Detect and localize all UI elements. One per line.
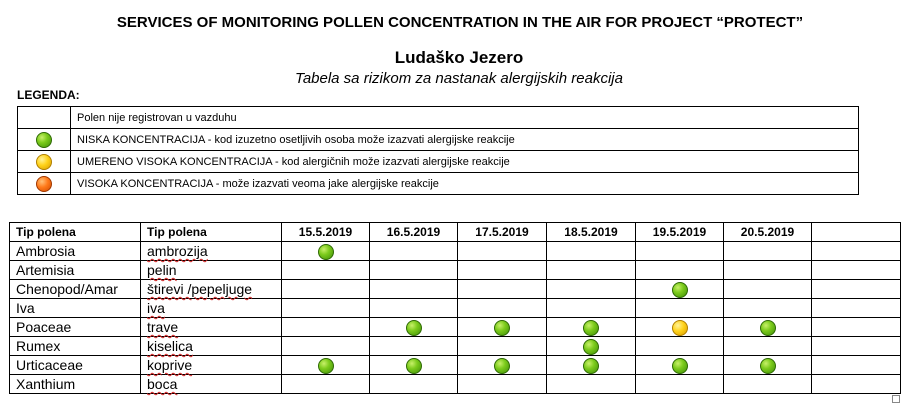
concentration-cell bbox=[724, 356, 812, 375]
green-dot-icon bbox=[583, 358, 599, 374]
concentration-cell bbox=[282, 299, 370, 318]
pollen-table bbox=[9, 222, 901, 394]
concentration-cell bbox=[636, 280, 724, 299]
concentration-cell bbox=[458, 261, 547, 280]
concentration-cell bbox=[370, 356, 458, 375]
pollen-local-name: pelin bbox=[141, 261, 282, 280]
concentration-cell bbox=[636, 337, 724, 356]
page-title: SERVICES OF MONITORING POLLEN CONCENTRATION IN THE AIR FOR PROJECT “PROTECT” bbox=[116, 14, 804, 31]
legend-table bbox=[17, 106, 859, 195]
pollen-latin-name: Chenopod/Amar bbox=[10, 280, 141, 299]
legend-label: VISOKA KONCENTRACIJA - može izazvati veoma jake alergijske reakcije bbox=[71, 173, 859, 195]
concentration-cell bbox=[812, 375, 901, 394]
table-row bbox=[10, 337, 901, 356]
concentration-cell bbox=[724, 280, 812, 299]
concentration-cell bbox=[636, 318, 724, 337]
green-dot-icon bbox=[406, 320, 422, 336]
concentration-cell bbox=[282, 356, 370, 375]
concentration-cell bbox=[812, 242, 901, 261]
legend-row-none bbox=[18, 107, 859, 129]
legend-label: Polen nije registrovan u vazduhu bbox=[71, 107, 859, 129]
concentration-cell bbox=[282, 280, 370, 299]
pollen-local-name: ambrozija bbox=[141, 242, 282, 261]
table-row bbox=[10, 299, 901, 318]
green-dot-icon bbox=[583, 339, 599, 355]
green-dot-icon bbox=[494, 320, 510, 336]
pollen-local-name: koprive bbox=[141, 356, 282, 375]
concentration-cell bbox=[458, 242, 547, 261]
concentration-cell bbox=[812, 318, 901, 337]
pollen-latin-name: Xanthium bbox=[10, 375, 141, 394]
concentration-cell bbox=[812, 356, 901, 375]
concentration-cell bbox=[458, 356, 547, 375]
concentration-cell bbox=[282, 242, 370, 261]
pollen-local-name: iva bbox=[141, 299, 282, 318]
pollen-local-name: boca bbox=[141, 375, 282, 394]
location-title: Ludaško Jezero bbox=[394, 48, 524, 67]
concentration-cell bbox=[636, 356, 724, 375]
concentration-cell bbox=[370, 318, 458, 337]
concentration-cell bbox=[370, 299, 458, 318]
green-dot-icon bbox=[672, 282, 688, 298]
green-dot-icon bbox=[583, 320, 599, 336]
concentration-cell bbox=[636, 242, 724, 261]
table-row bbox=[10, 375, 901, 394]
column-header-date: 17.5.2019 bbox=[458, 223, 547, 242]
column-header-date bbox=[812, 223, 901, 242]
concentration-cell bbox=[458, 318, 547, 337]
column-header-pollen-type: Tip polena bbox=[10, 223, 141, 242]
concentration-cell bbox=[724, 337, 812, 356]
legend-label: NISKA KONCENTRACIJA - kod izuzetno osetljivih osoba može izazvati alergijske reakcije bbox=[71, 129, 859, 151]
green-dot-icon bbox=[406, 358, 422, 374]
concentration-cell bbox=[370, 375, 458, 394]
pollen-latin-name: Rumex bbox=[10, 337, 141, 356]
legend-row-high bbox=[18, 173, 859, 195]
table-row bbox=[10, 356, 901, 375]
concentration-cell bbox=[458, 280, 547, 299]
pollen-latin-name: Artemisia bbox=[10, 261, 141, 280]
pollen-latin-name: Iva bbox=[10, 299, 141, 318]
concentration-cell bbox=[547, 280, 636, 299]
concentration-cell bbox=[282, 318, 370, 337]
legend-row-moderate bbox=[18, 151, 859, 173]
legend-icon-cell bbox=[18, 151, 71, 173]
table-row bbox=[10, 318, 901, 337]
concentration-cell bbox=[547, 318, 636, 337]
legend-label: UMERENO VISOKA KONCENTRACIJA - kod alergičnih može izazvati alergijske reakcije bbox=[71, 151, 859, 173]
legend-title: LEGENDA: bbox=[17, 88, 80, 102]
concentration-cell bbox=[812, 337, 901, 356]
pollen-local-name: štirevi /pepeljuge bbox=[141, 280, 282, 299]
concentration-cell bbox=[812, 280, 901, 299]
table-row bbox=[10, 242, 901, 261]
green-dot-icon bbox=[318, 244, 334, 260]
green-dot-icon bbox=[672, 358, 688, 374]
concentration-cell bbox=[547, 242, 636, 261]
concentration-cell bbox=[282, 261, 370, 280]
green-dot-icon bbox=[36, 132, 52, 148]
concentration-cell bbox=[636, 261, 724, 280]
green-dot-icon bbox=[318, 358, 334, 374]
column-header-date: 15.5.2019 bbox=[282, 223, 370, 242]
column-header-date: 18.5.2019 bbox=[547, 223, 636, 242]
concentration-cell bbox=[547, 356, 636, 375]
concentration-cell bbox=[547, 261, 636, 280]
pollen-latin-name: Ambrosia bbox=[10, 242, 141, 261]
concentration-cell bbox=[458, 299, 547, 318]
column-header-date: 19.5.2019 bbox=[636, 223, 724, 242]
table-header-row bbox=[10, 223, 901, 242]
legend-row-low bbox=[18, 129, 859, 151]
legend-icon-cell bbox=[18, 129, 71, 151]
concentration-cell bbox=[547, 299, 636, 318]
green-dot-icon bbox=[760, 358, 776, 374]
yellow-dot-icon bbox=[672, 320, 688, 336]
concentration-cell bbox=[724, 261, 812, 280]
concentration-cell bbox=[547, 375, 636, 394]
concentration-cell bbox=[812, 261, 901, 280]
legend-icon-cell bbox=[18, 173, 71, 195]
table-row bbox=[10, 261, 901, 280]
green-dot-icon bbox=[760, 320, 776, 336]
concentration-cell bbox=[458, 337, 547, 356]
pollen-latin-name: Poaceae bbox=[10, 318, 141, 337]
concentration-cell bbox=[636, 299, 724, 318]
page-subtitle: Tabela sa rizikom za nastanak alergijskih reakcija bbox=[295, 70, 623, 87]
concentration-cell bbox=[370, 337, 458, 356]
table-body bbox=[10, 242, 901, 394]
column-header-pollen-type: Tip polena bbox=[141, 223, 282, 242]
concentration-cell bbox=[370, 261, 458, 280]
concentration-cell bbox=[370, 280, 458, 299]
pollen-latin-name: Urticaceae bbox=[10, 356, 141, 375]
column-header-date: 20.5.2019 bbox=[724, 223, 812, 242]
concentration-cell bbox=[636, 375, 724, 394]
concentration-cell bbox=[370, 242, 458, 261]
legend-icon-cell bbox=[18, 107, 71, 129]
concentration-cell bbox=[724, 318, 812, 337]
concentration-cell bbox=[547, 337, 636, 356]
concentration-cell bbox=[458, 375, 547, 394]
concentration-cell bbox=[812, 299, 901, 318]
pollen-local-name: kiselica bbox=[141, 337, 282, 356]
green-dot-icon bbox=[494, 358, 510, 374]
concentration-cell bbox=[724, 299, 812, 318]
orange-dot-icon bbox=[36, 176, 52, 192]
concentration-cell bbox=[724, 375, 812, 394]
resize-handle[interactable] bbox=[892, 395, 900, 403]
concentration-cell bbox=[724, 242, 812, 261]
concentration-cell bbox=[282, 337, 370, 356]
table-row bbox=[10, 280, 901, 299]
pollen-local-name: trave bbox=[141, 318, 282, 337]
yellow-dot-icon bbox=[36, 154, 52, 170]
column-header-date: 16.5.2019 bbox=[370, 223, 458, 242]
concentration-cell bbox=[282, 375, 370, 394]
